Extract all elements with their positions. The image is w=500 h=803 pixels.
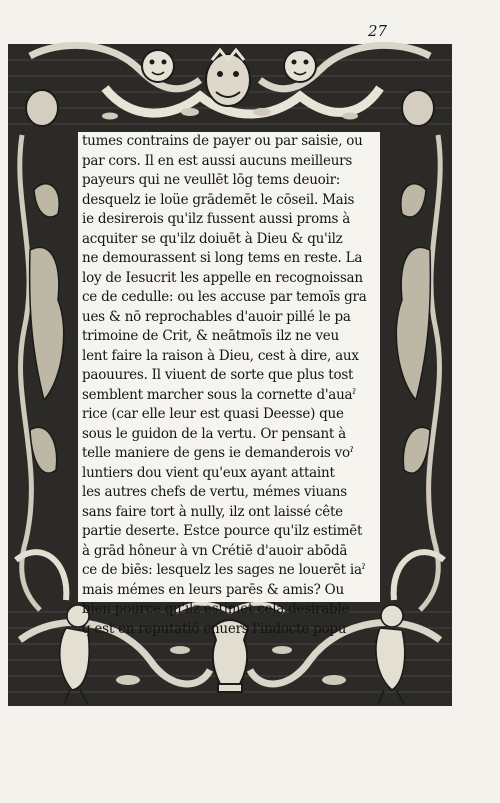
text-line: mais mémes en leurs parēs & amis? Ou (82, 581, 344, 598)
page-number: 27 (368, 22, 388, 40)
text-line: luntiers dou vient qu'eux ayant attaint (82, 464, 335, 481)
text-line: ce de biēs: lesquelz les sages ne louerēt iaˀ (82, 562, 366, 578)
text-line: tumes contrains de payer ou par saisie, ou (82, 133, 363, 149)
text-line: par cors. Il en est aussi aucuns meilleurs (82, 152, 353, 169)
text-line: ie desirerois qu'ilz fussent aussi proms à (82, 211, 351, 227)
text-line: sans faire tort à nully, ilz ont laissé cête (82, 503, 343, 520)
text-line: telle maniere de gens ie demanderois voˀ (82, 445, 354, 461)
text-line: loy de Iesucrit les appelle en recognoissan (82, 269, 363, 286)
text-line: acquiter se qu'ilz doiuēt à Dieu & qu'ilz (82, 230, 343, 247)
text-line: sous le guidon de la vertu. Or pensant à (82, 425, 346, 442)
text-line: ce de cedulle: ou les accuse par temoīs gra (82, 289, 367, 305)
text-line: bien pource qu'ilz estimēt cela desirable (82, 601, 350, 617)
text-line: q est en reputatiō enuers l'indocte popu (82, 620, 347, 637)
text-line: lent faire la raison à Dieu, cest à dire, aux (82, 347, 359, 364)
text-block (78, 132, 380, 637)
text-line: desquelz ie loüe grādemēt le cōseil. Mais (82, 191, 355, 208)
text-line: semblent marcher sous la cornette d'auaˀ (82, 386, 356, 403)
text-line: trimoine de Crit, & neātmoīs ilz ne veu (82, 328, 339, 344)
text-line: payeurs qui ne veullēt lōg tems deuoir: (82, 172, 341, 188)
text-line: rice (car elle leur est quasi Deesse) que (82, 406, 344, 422)
text-line: ne demourassent si long tems en reste. La (82, 250, 363, 266)
text-line: à grād hôneur à vn Crétiē d'auoir abōdā (82, 542, 348, 559)
text-line: paouures. Il viuent de sorte que plus tost (82, 367, 354, 383)
text-line: partie deserte. Estce pource qu'ilz estimēt (82, 523, 363, 539)
text-line: les autres chefs de vertu, mémes viuans (82, 484, 347, 500)
text-line: ues & nō reprochables d'auoir pillé le pa (82, 308, 351, 325)
